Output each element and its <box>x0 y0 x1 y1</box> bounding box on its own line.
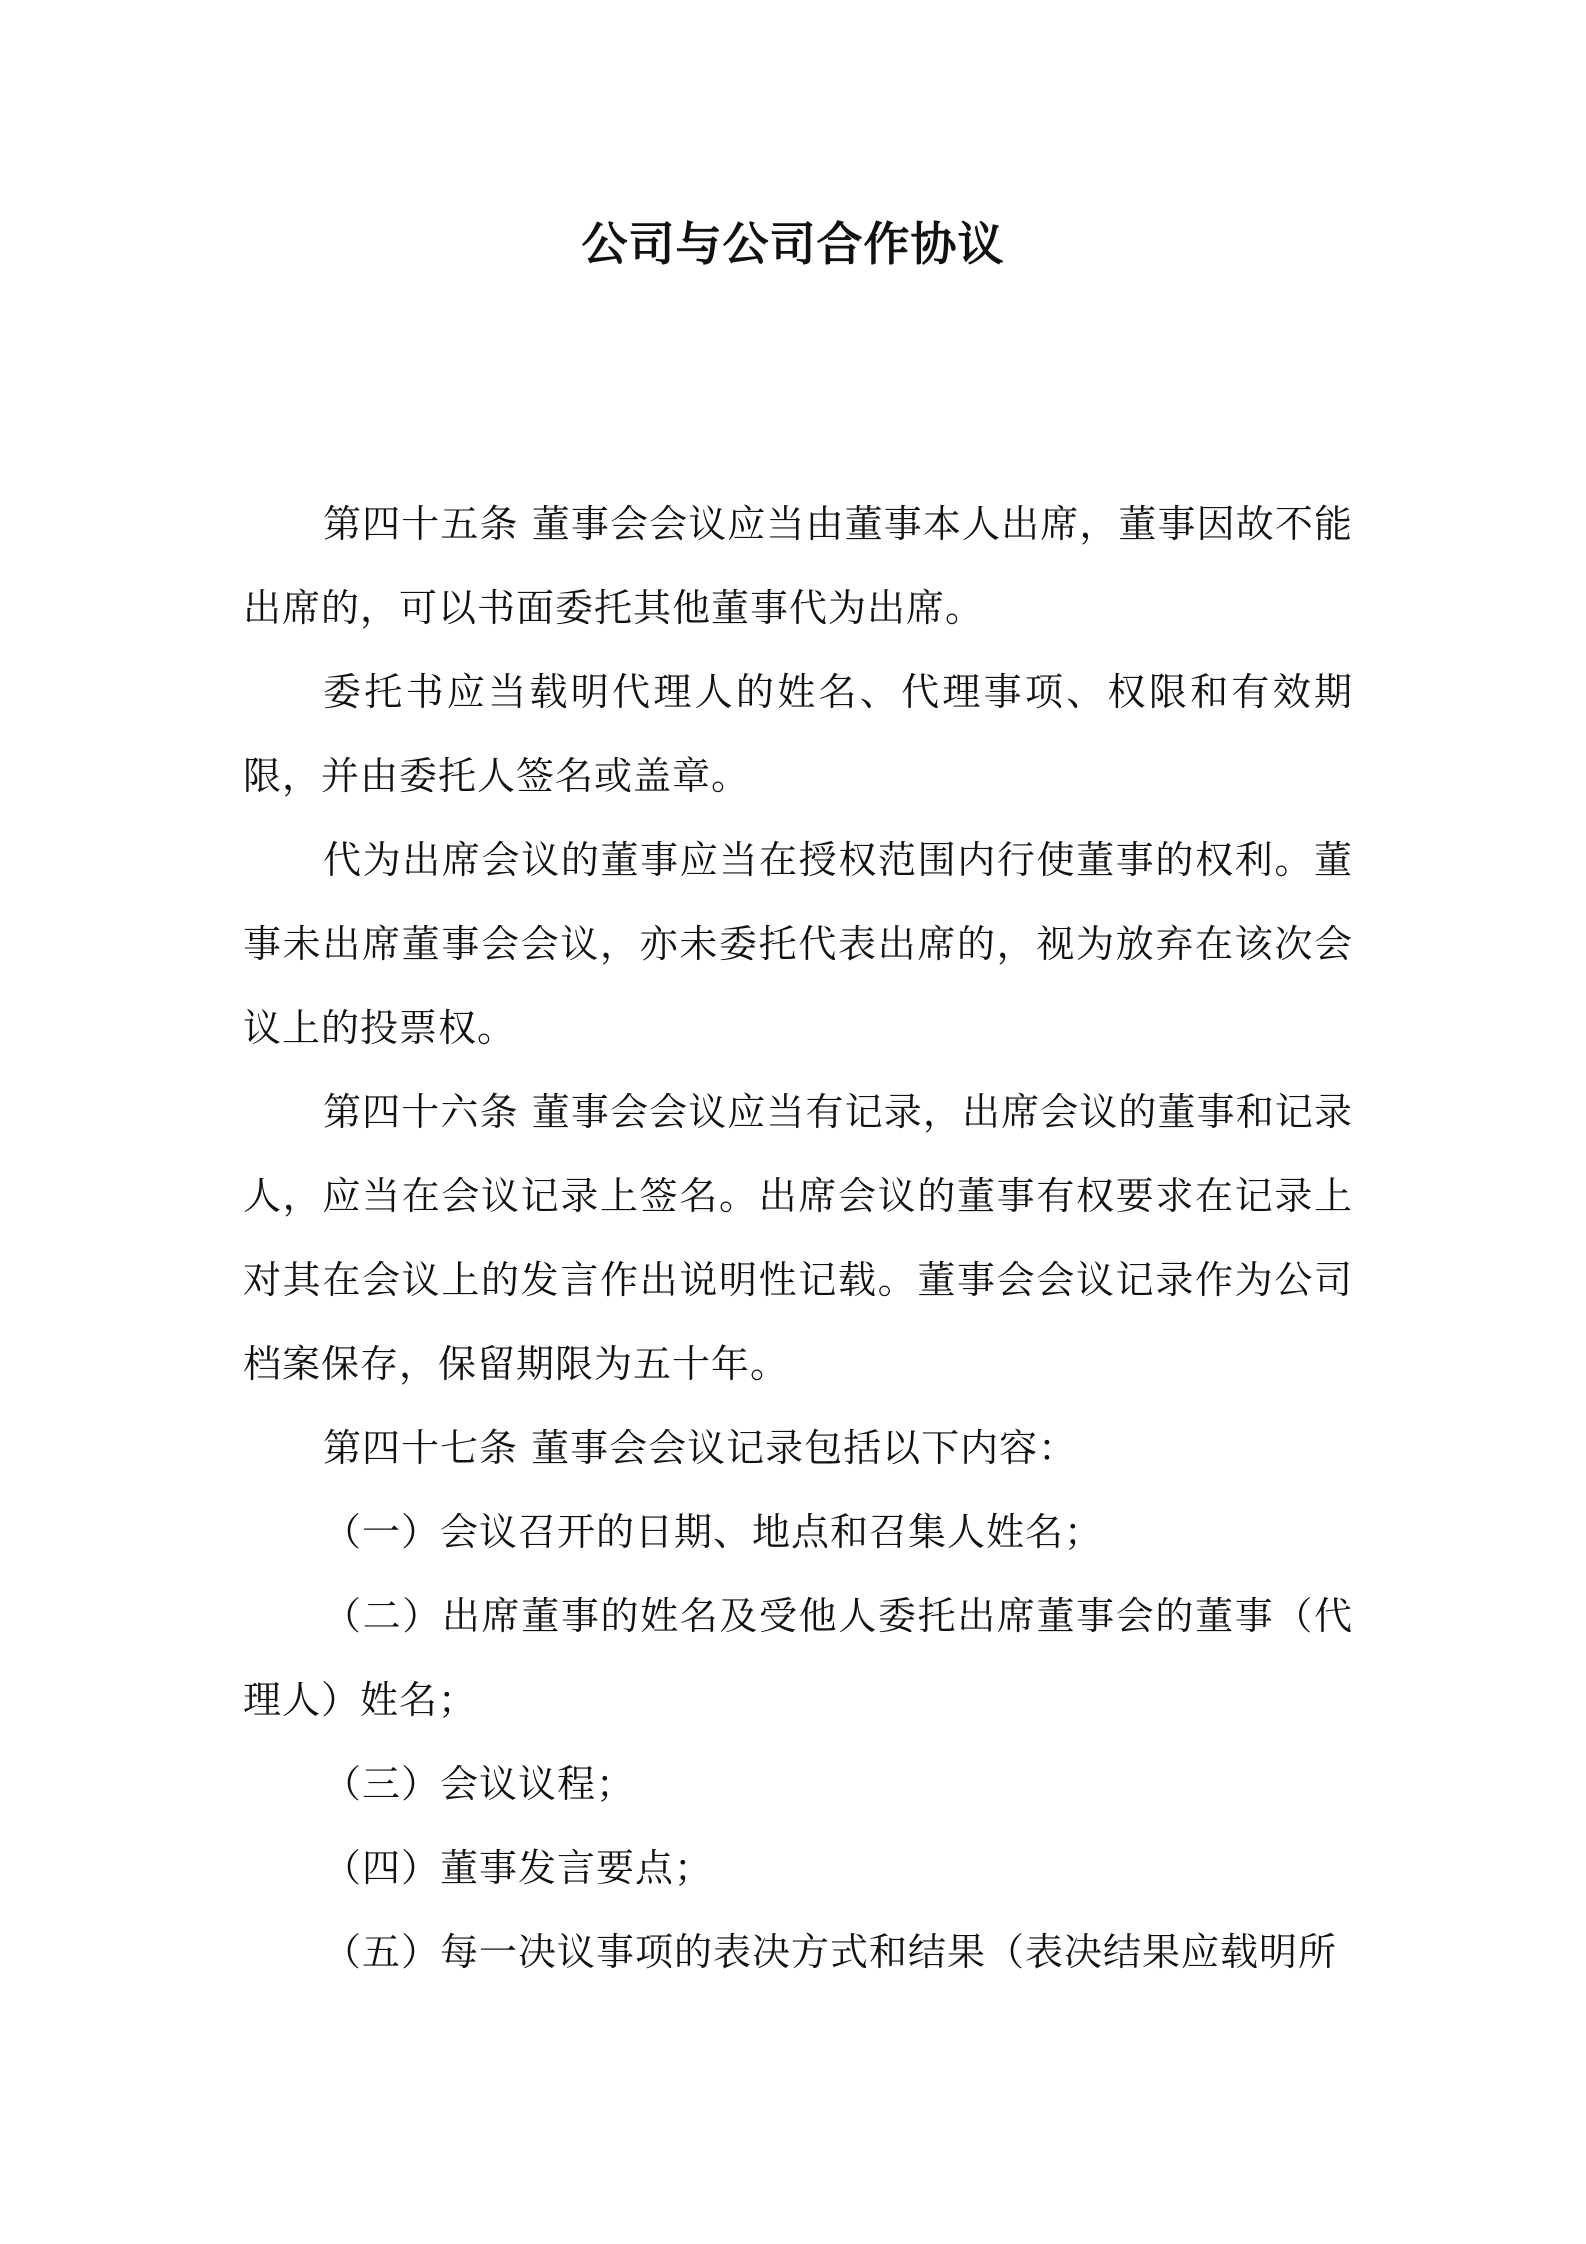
list-item-4: （四）董事发言要点； <box>323 1846 714 1890</box>
list-item-2: （二）出席董事的姓名及受他人委托出席董事会的董事（代理人）姓名； <box>243 1594 1353 1722</box>
paragraph-article-45: 第四十五条 董事会会议应当由董事本人出席，董事因故不能出席的，可以书面委托其他董事代为出席。 <box>243 502 1353 630</box>
list-item-1: （一）会议召开的日期、地点和召集人姓名； <box>323 1510 1104 1554</box>
paragraph-article-46: 第四十六条 董事会会议应当有记录，出席会议的董事和记录人，应当在会议记录上签名。出席会议的董事有权要求在记录上对其在会议上的发言作出说明性记载。董事会会议记录作为公司档案保存，保留期限为五十年。 <box>243 1090 1353 1386</box>
list-item-3: （三）会议议程； <box>323 1762 636 1806</box>
paragraph-proxy-rights: 代为出席会议的董事应当在授权范围内行使董事的权利。董事未出席董事会会议，亦未委托代表出席的，视为放弃在该次会议上的投票权。 <box>243 838 1353 1050</box>
paragraph-article-47: 第四十七条 董事会会议记录包括以下内容： <box>323 1426 1078 1470</box>
paragraph-proxy-letter: 委托书应当载明代理人的姓名、代理事项、权限和有效期限，并由委托人签名或盖章。 <box>243 670 1353 798</box>
list-item-5: （五）每一决议事项的表决方式和结果（表决结果应载明所 <box>323 1930 1338 1974</box>
document-title: 公司与公司合作协议 <box>581 217 1005 271</box>
document-body <box>243 482 1353 1994</box>
